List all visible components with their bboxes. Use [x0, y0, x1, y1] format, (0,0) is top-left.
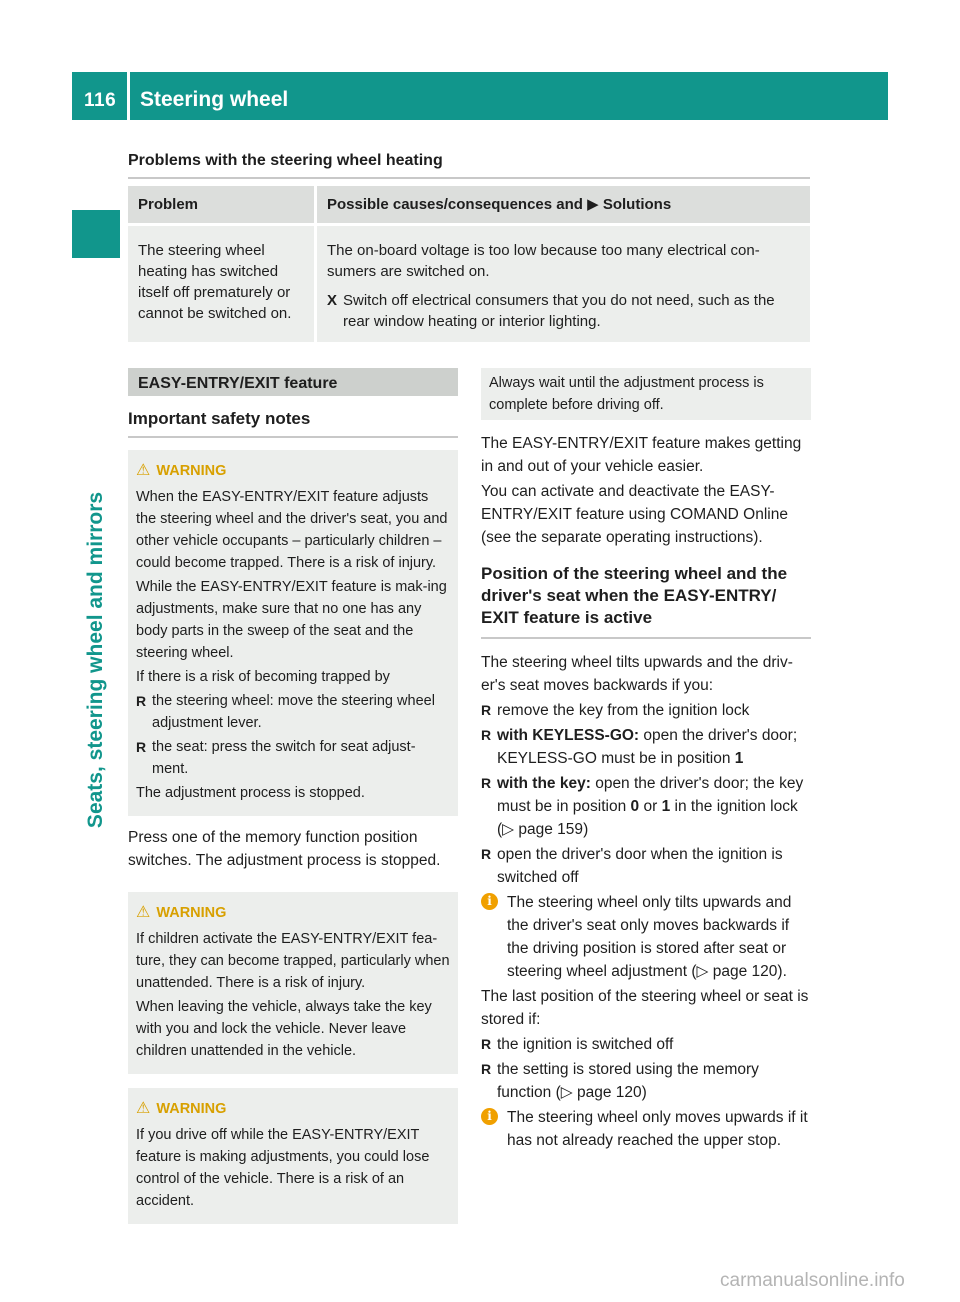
warning-label: WARNING — [156, 463, 227, 479]
problems-rule — [128, 177, 810, 179]
list-item: R open the driver's door when the ignition is switched off — [481, 843, 811, 889]
position-value: 0 — [630, 798, 640, 815]
list-item: R the steering wheel: move the steering wheel adjustment lever. — [136, 690, 450, 734]
warning-text: If you drive off while the EASY-ENTRY/EXIT feature is making adjustments, you could lose control of the vehicle. There is a risk of an accident. — [136, 1127, 430, 1209]
list-item: R remove the key from the ignition lock — [481, 699, 811, 722]
list-item-text: ) — [583, 821, 589, 838]
warning-triangle-icon: ⚠ — [136, 462, 151, 479]
warning-triangle-icon: ⚠ — [136, 904, 151, 921]
warning-label: WARNING — [156, 1101, 227, 1117]
problems-title: Problems with the steering wheel heating — [128, 152, 443, 169]
info-text: The steering wheel only tilts upwards and the driver's seat only moves backwards if the driving position is stored after seat or steering wheel adjustment (▷ page 120). — [507, 894, 792, 980]
warning-text: When leaving the vehicle, always take the key with you and lock the vehicle. Never leave children unattended in the vehicle. — [136, 999, 432, 1059]
table-header-row — [128, 186, 810, 223]
info-text: The steering wheel only moves upwards if it has not already reached the upper stop. — [507, 1109, 808, 1149]
list-item: R the seat: press the switch for seat adjust-ment. — [136, 736, 450, 780]
left-column — [128, 368, 458, 1224]
problems-table — [128, 186, 810, 342]
list-item — [481, 772, 811, 841]
body-text: You can activate and deactivate the EASY-ENTRY/EXIT feature using COMAND Online (see the separate operating instructions). — [481, 483, 788, 546]
side-tab-marker — [72, 210, 120, 258]
body-text: The steering wheel tilts upwards and the driv-er's seat moves backwards if you: — [481, 654, 793, 694]
list-item: R the ignition is switched off — [481, 1033, 811, 1056]
header-solutions-text: Solutions — [602, 196, 672, 213]
body-text: Press one of the memory function position switches. The adjustment process is stopped. — [128, 829, 441, 869]
warning-text: While the EASY-ENTRY/EXIT feature is mak-ing adjustments, make sure that no one has any body parts in the sweep of the seat and the steering wheel. — [136, 579, 447, 661]
list-item-lead: with KEYLESS-GO: — [497, 727, 640, 744]
warning-text: If there is a risk of becoming trapped by — [136, 669, 390, 685]
header-causes-text: Possible causes/consequences and — [327, 196, 583, 213]
note-box: Always wait until the adjustment process is complete before driving off. — [481, 368, 811, 420]
body-text: The last position of the steering wheel or seat is stored if: — [481, 988, 809, 1028]
position-subhead: Position of the steering wheel and the driver's seat when the EASY-ENTRY/ EXIT feature is active — [481, 564, 788, 627]
solution-step — [327, 290, 800, 332]
subhead-rule — [481, 637, 811, 639]
info-icon: i — [481, 893, 498, 910]
page-number: 116 — [84, 90, 117, 111]
subhead-rule — [128, 436, 458, 438]
cell-problem: The steering wheel heating has switched itself off prematurely or cannot be switched on. — [128, 223, 317, 342]
cell-cause — [317, 223, 810, 342]
warning-text: If children activate the EASY-ENTRY/EXIT fea-ture, they can become trapped, particularly when unattended. There is a risk of injury. — [136, 931, 450, 991]
position-value: 1 — [734, 750, 744, 767]
warning-triangle-icon: ⚠ — [136, 1100, 151, 1117]
list-item-text: open the driver's door; KEYLESS-GO must be in position — [497, 727, 798, 767]
solution-text: Switch off electrical consumers that you do not need, such as the rear window heating or interior lighting. — [343, 292, 775, 330]
warning-box-1 — [128, 450, 458, 816]
step-x-icon: X — [327, 292, 338, 309]
list-item-text: open the driver's door; the key must be in position — [497, 775, 804, 815]
list-item-text: in the ignition lock ( — [497, 798, 798, 838]
cause-text: The on-board voltage is too low because too many electrical con-sumers are switched on. — [327, 242, 760, 280]
header-causes — [317, 186, 810, 223]
header-problem: Problem — [128, 186, 317, 223]
page-reference-link[interactable]: ▷ page 159 — [502, 821, 584, 838]
sidebar-chapter-text: Seats, steering wheel and mirrors — [84, 491, 107, 829]
warning-label: WARNING — [156, 905, 227, 921]
section-band: EASY-ENTRY/EXIT feature — [128, 368, 458, 396]
list-item: R the setting is stored using the memory function (▷ page 120) — [481, 1058, 811, 1104]
right-column — [481, 368, 811, 1154]
list-item-text: or — [639, 798, 662, 815]
warning-box-2 — [128, 892, 458, 1074]
position-value: 1 — [661, 798, 671, 815]
safety-subhead: Important safety notes — [128, 409, 311, 428]
info-note — [481, 891, 811, 983]
warning-box-3 — [128, 1088, 458, 1224]
list-item-lead: with the key: — [497, 775, 591, 792]
body-text: The EASY-ENTRY/EXIT feature makes getting in and out of your vehicle easier. — [481, 435, 802, 475]
warning-text: The adjustment process is stopped. — [136, 785, 365, 801]
header-separator — [127, 72, 130, 120]
list-item — [481, 724, 811, 770]
info-note — [481, 1106, 811, 1152]
table-row — [128, 223, 810, 342]
watermark-text: carmanualsonline.info — [720, 1270, 905, 1291]
info-icon: i — [481, 1108, 498, 1125]
play-arrow-icon: ▶ — [587, 196, 599, 213]
warning-text: When the EASY-ENTRY/EXIT feature adjusts the steering wheel and the driver's seat, you and other vehicle occupants – particularly children – could become trapped. There is a risk of injury. — [136, 489, 448, 571]
page-title: Steering wheel — [140, 88, 289, 111]
